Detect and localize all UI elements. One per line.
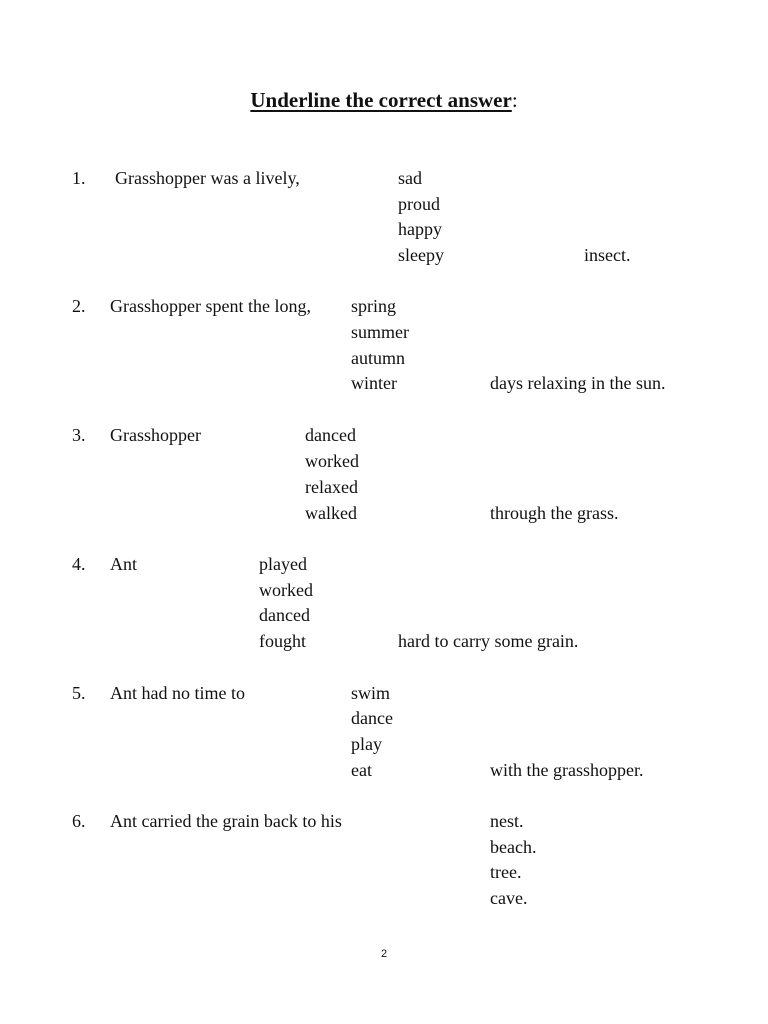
- question-ending: through the grass.: [490, 503, 619, 523]
- question-ending: insect.: [584, 245, 631, 265]
- question-number: 3.: [72, 425, 86, 445]
- answer-option[interactable]: autumn: [351, 348, 405, 368]
- question-stem: Ant had no time to: [110, 683, 245, 703]
- answer-option[interactable]: spring: [351, 296, 396, 316]
- answer-option[interactable]: fought: [259, 631, 306, 651]
- question-ending: days relaxing in the sun.: [490, 373, 666, 393]
- question-number: 1.: [72, 168, 86, 188]
- answer-option[interactable]: worked: [305, 451, 359, 471]
- question-number: 2.: [72, 296, 86, 316]
- answer-option[interactable]: worked: [259, 580, 313, 600]
- answer-option[interactable]: played: [259, 554, 307, 574]
- question-number: 6.: [72, 811, 86, 831]
- question-ending: with the grasshopper.: [490, 760, 644, 780]
- answer-option[interactable]: relaxed: [305, 477, 358, 497]
- title-text: Underline the correct answer: [250, 88, 512, 112]
- answer-option[interactable]: danced: [259, 605, 310, 625]
- answer-option[interactable]: play: [351, 734, 382, 754]
- answer-option[interactable]: beach.: [490, 837, 537, 857]
- answer-option[interactable]: proud: [398, 194, 440, 214]
- answer-option[interactable]: nest.: [490, 811, 524, 831]
- page-number: 2: [380, 948, 388, 960]
- title-colon: :: [511, 88, 518, 112]
- answer-option[interactable]: walked: [305, 503, 357, 523]
- answer-option[interactable]: swim: [351, 683, 391, 703]
- question-stem: Ant carried the grain back to his: [110, 811, 342, 831]
- question-stem: Grasshopper spent the long,: [110, 296, 311, 316]
- question-number: 4.: [72, 554, 86, 574]
- worksheet-title: [0, 88, 768, 113]
- answer-option[interactable]: cave.: [490, 888, 528, 908]
- answer-option[interactable]: eat: [351, 760, 372, 780]
- answer-option[interactable]: happy: [398, 219, 442, 239]
- answer-option[interactable]: winter: [351, 373, 397, 393]
- answer-option[interactable]: sad: [398, 168, 422, 188]
- question-ending: hard to carry some grain.: [398, 631, 579, 651]
- answer-option[interactable]: tree.: [490, 862, 522, 882]
- answer-option[interactable]: dance: [351, 708, 393, 728]
- question-stem: Grasshopper: [110, 425, 201, 445]
- question-stem: Ant: [110, 554, 137, 574]
- answer-option[interactable]: danced: [305, 425, 356, 445]
- question-stem: Grasshopper was a lively,: [115, 168, 300, 188]
- answer-option[interactable]: summer: [351, 322, 409, 342]
- question-number: 5.: [72, 683, 86, 703]
- answer-option[interactable]: sleepy: [398, 245, 444, 265]
